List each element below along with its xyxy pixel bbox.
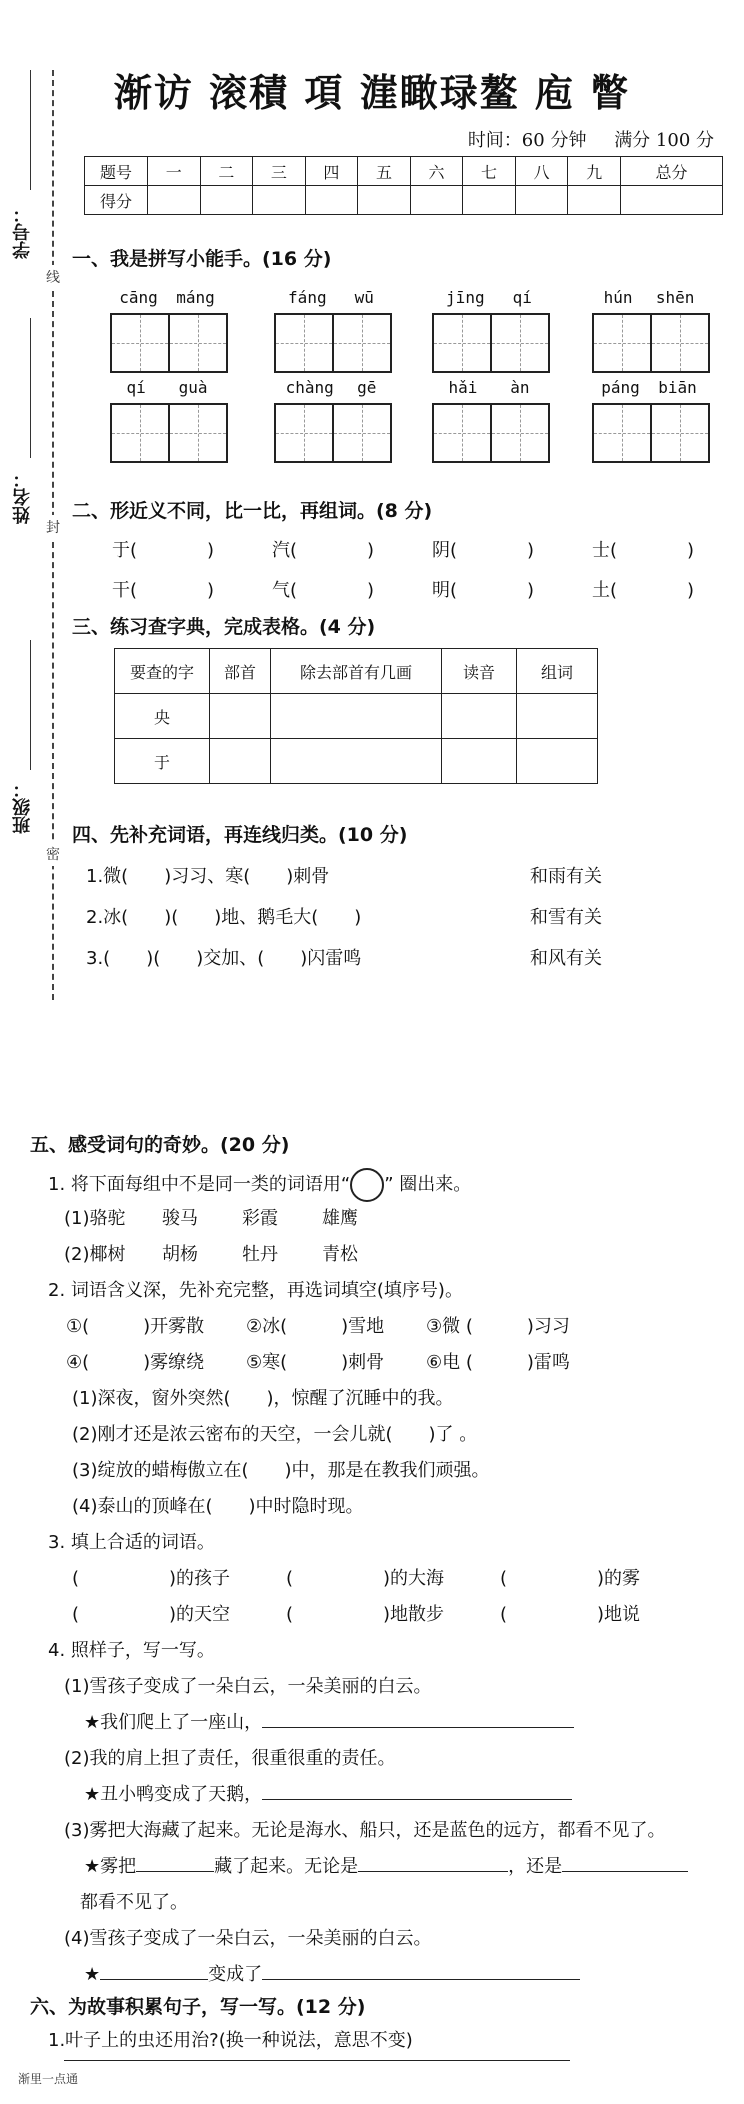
writing-grid[interactable] [110, 313, 228, 373]
pinyin: biān [658, 378, 697, 397]
name-label: 姓名： [12, 470, 33, 524]
dict-header: 组词 [517, 649, 598, 694]
compare-item: 阴( ) [432, 540, 535, 561]
imitation-line: ★ 变成了 [84, 1960, 580, 1986]
id-label: 学号： [12, 205, 33, 259]
score-row [85, 186, 723, 215]
seal-mark-secret: 密 [46, 842, 60, 866]
pinyin-group [432, 378, 546, 463]
dict-header: 读音 [442, 649, 517, 694]
score-cell[interactable] [358, 186, 411, 215]
pinyin: guà [178, 378, 208, 397]
fill-sentence: (3)绽放的蜡梅傲立在( )中，那是在教我们顽强。 [72, 1460, 490, 1481]
answer-blank[interactable] [562, 1871, 688, 1872]
idiom-row: ①( )开雾散 ②冰( )雪地 ③微 ( )习习 [66, 1316, 570, 1337]
answer-blank[interactable] [358, 1871, 508, 1872]
dict-header: 部首 [210, 649, 271, 694]
pinyin: wū [354, 288, 374, 307]
dict-char: 于 [115, 739, 210, 784]
phrase-row: ( )的孩子 ( )的大海 ( )的雾 [72, 1568, 641, 1589]
question-5-4: 4. 照样子，写一写。 [48, 1640, 215, 1661]
dict-cell[interactable] [517, 694, 598, 739]
pinyin: shēn [655, 288, 695, 307]
word-item: 3.( )( )交加、( )闪雷鸣 [86, 948, 362, 969]
answer-blank[interactable] [136, 1871, 214, 1872]
score-header: 总分 [620, 157, 722, 186]
score-header: 八 [515, 157, 568, 186]
pinyin-group [274, 378, 388, 463]
id-line [30, 70, 31, 190]
pinyin: chàng [285, 378, 334, 397]
compare-item: 汽( ) [272, 540, 375, 561]
compare-item: 于( ) [112, 540, 215, 561]
name-line [30, 318, 31, 458]
pinyin-group [432, 288, 546, 373]
word-group-row: (1)骆驼 骏马 彩霞 雄鹰 [64, 1208, 358, 1229]
section-2-heading: 二、形近义不同，比一比，再组词。(8 分) [72, 500, 433, 522]
pinyin: qí [126, 378, 146, 397]
pinyin-group [592, 378, 706, 463]
section-6-heading: 六、为故事积累句子，写一写。(12 分) [30, 1996, 366, 2018]
imitation-line: ★丑小鸭变成了天鹅， [84, 1780, 572, 1806]
section-1-heading: 一、我是拼写小能手。(16 分) [72, 248, 332, 270]
question-5-1: 1. 将下面每组中不是同一类的词语用“ ” 圈出来。 [48, 1168, 471, 1202]
time-limit: 时间：60 分钟 [467, 130, 587, 151]
score-cell[interactable] [148, 186, 201, 215]
score-cell[interactable] [200, 186, 253, 215]
score-header: 三 [253, 157, 306, 186]
writing-grid[interactable] [274, 403, 392, 463]
pinyin-group [110, 288, 224, 373]
seal-mark-line: 线 [46, 265, 60, 289]
fill-sentence: (2)刚才还是浓云密布的天空，一会儿就( )了 。 [72, 1424, 478, 1445]
full-score: 满分 100 分 [614, 130, 714, 151]
writing-grid[interactable] [110, 403, 228, 463]
answer-blank[interactable] [64, 2060, 570, 2061]
score-cell[interactable] [620, 186, 722, 215]
pinyin-group [592, 288, 706, 373]
score-cell[interactable] [410, 186, 463, 215]
section-4-heading: 四、先补充词语，再连线归类。(10 分) [72, 824, 408, 846]
score-cell[interactable] [515, 186, 568, 215]
dict-header: 要查的字 [115, 649, 210, 694]
dict-cell[interactable] [271, 739, 442, 784]
circle-icon [350, 1168, 384, 1202]
pinyin: hún [603, 288, 633, 307]
seal-mark-seal: 封 [46, 515, 60, 539]
pinyin: gē [357, 378, 377, 397]
dict-cell[interactable] [442, 694, 517, 739]
writing-grid[interactable] [432, 313, 550, 373]
writing-grid[interactable] [274, 313, 392, 373]
score-cell[interactable] [305, 186, 358, 215]
class-label: 班级： [12, 780, 33, 834]
idiom-row: ④( )雾缭绕 ⑤寒( )刺骨 ⑥电 ( )雷鸣 [66, 1352, 570, 1373]
pinyin: jīng [446, 288, 485, 307]
writing-grid[interactable] [592, 313, 710, 373]
writing-grid[interactable] [432, 403, 550, 463]
pinyin-group [274, 288, 388, 373]
dict-cell[interactable] [271, 694, 442, 739]
score-cell[interactable] [568, 186, 621, 215]
phrase-row: ( )的天空 ( )地散步 ( )地说 [72, 1604, 641, 1625]
dict-cell[interactable] [517, 739, 598, 784]
imitation-line: ★我们爬上了一座山， [84, 1708, 574, 1734]
example-sentence: (2)我的肩上担了责任，很重很重的责任。 [64, 1748, 396, 1769]
fill-sentence: (1)深夜，窗外突然( )，惊醒了沉睡中的我。 [72, 1388, 454, 1409]
score-header: 一 [148, 157, 201, 186]
dict-cell[interactable] [442, 739, 517, 784]
pinyin: páng [601, 378, 640, 397]
pinyin: máng [176, 288, 215, 307]
pinyin: fáng [288, 288, 327, 307]
compare-item: 士( ) [592, 540, 695, 561]
answer-blank[interactable] [262, 1799, 572, 1800]
exam-meta [446, 126, 714, 152]
example-sentence: (3)雾把大海藏了起来。无论是海水、船只，还是蓝色的远方，都看不见了。 [64, 1820, 666, 1841]
answer-blank[interactable] [100, 1979, 208, 1980]
class-line [30, 640, 31, 770]
compare-item: 明( ) [432, 580, 535, 601]
question-6-1: 1.叶子上的虫还用治?(换一种说法，意思不变) [48, 2030, 413, 2051]
dict-cell[interactable] [210, 739, 271, 784]
score-header: 五 [358, 157, 411, 186]
category-label: 和雨有关 [530, 866, 602, 887]
section-5-heading: 五、感受词句的奇妙。(20 分) [30, 1134, 290, 1156]
pinyin: cāng [119, 288, 158, 307]
compare-item: 干( ) [112, 580, 215, 601]
imitation-tail: 都看不见了。 [80, 1892, 188, 1913]
section-3-heading: 三、练习查字典，完成表格。(4 分) [72, 616, 376, 638]
category-label: 和雪有关 [530, 907, 602, 928]
score-row-label: 得分 [85, 186, 148, 215]
footer-brand: 渐里一点通 [18, 2072, 79, 2086]
score-header: 四 [305, 157, 358, 186]
score-header: 二 [200, 157, 253, 186]
dictionary-table [114, 648, 598, 784]
pinyin: àn [510, 378, 530, 397]
score-header-row [85, 157, 723, 186]
score-cell[interactable] [253, 186, 306, 215]
dict-char: 央 [115, 694, 210, 739]
score-header: 题号 [85, 157, 148, 186]
answer-blank[interactable] [262, 1979, 580, 1980]
question-5-2: 2. 词语含义深，先补充完整，再选词填空(填序号)。 [48, 1280, 463, 1301]
score-header: 六 [410, 157, 463, 186]
pinyin: qí [512, 288, 532, 307]
word-group-row: (2)椰树 胡杨 牡丹 青松 [64, 1244, 358, 1265]
dict-cell[interactable] [210, 694, 271, 739]
score-header: 九 [568, 157, 621, 186]
pinyin-group [110, 378, 224, 463]
example-sentence: (4)雪孩子变成了一朵白云，一朵美丽的白云。 [64, 1928, 432, 1949]
fill-sentence: (4)泰山的顶峰在( )中时隐时现。 [72, 1496, 364, 1517]
word-item: 1.微( )习习、寒( )刺骨 [86, 866, 330, 887]
writing-grid[interactable] [592, 403, 710, 463]
pinyin: hǎi [448, 378, 478, 397]
score-cell[interactable] [463, 186, 516, 215]
dict-header: 除去部首有几画 [271, 649, 442, 694]
compare-item: 土( ) [592, 580, 695, 601]
answer-blank[interactable] [262, 1727, 574, 1728]
category-label: 和风有关 [530, 948, 602, 969]
imitation-line: ★雾把 藏了起来。无论是 ，还是 [84, 1852, 688, 1878]
score-table [84, 156, 723, 215]
page-title: 渐访 滚積 項 漄瞰琭鳌 庖 瞥 [113, 70, 631, 115]
compare-item: 气( ) [272, 580, 375, 601]
score-header: 七 [463, 157, 516, 186]
question-5-3: 3. 填上合适的词语。 [48, 1532, 215, 1553]
word-item: 2.冰( )( )地、鹅毛大( ) [86, 907, 362, 928]
example-sentence: (1)雪孩子变成了一朵白云，一朵美丽的白云。 [64, 1676, 432, 1697]
